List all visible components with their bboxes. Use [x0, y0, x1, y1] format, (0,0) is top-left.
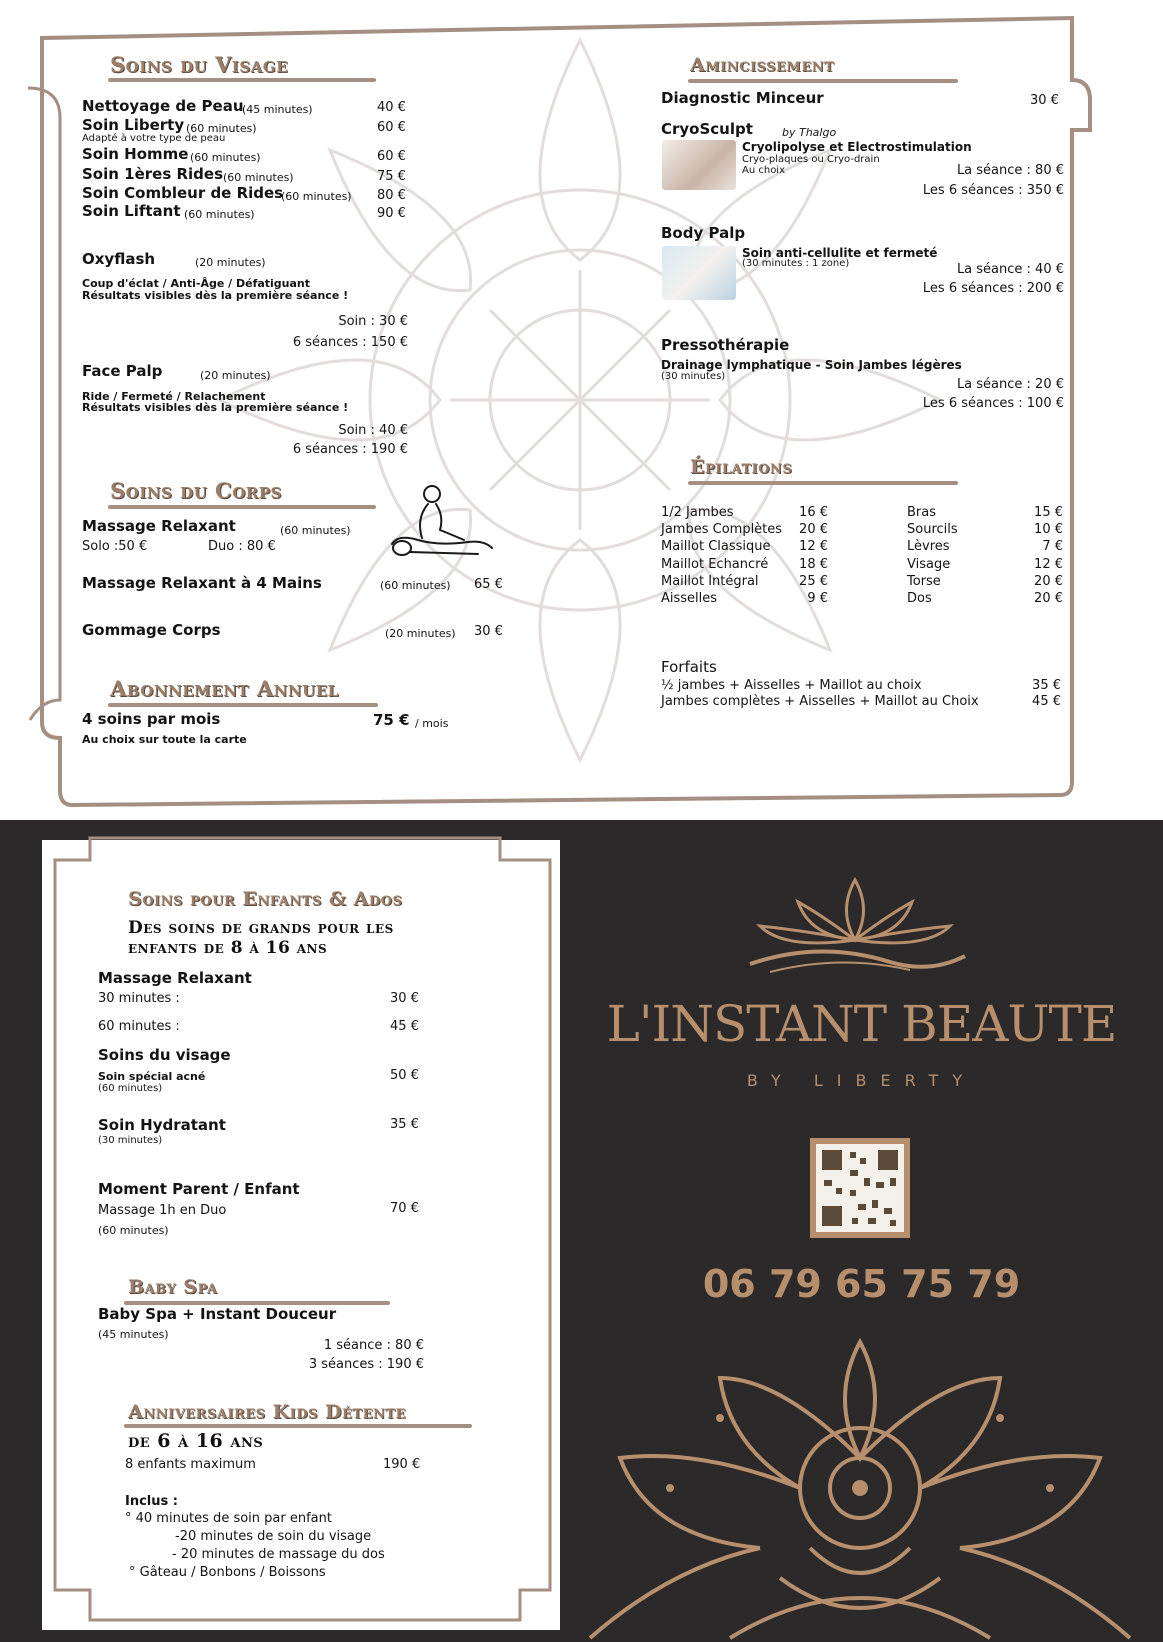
massage-solo: Solo :50 € [82, 539, 148, 554]
anniv-price: 190 € [383, 1457, 421, 1472]
kids-moment-price: 70 € [390, 1201, 419, 1216]
epil-price: 12 € [1034, 557, 1063, 572]
epil-price: 20 € [1034, 591, 1063, 606]
forfait-2: Jambes complètes + Aisselles + Maillot au Choix [661, 694, 979, 709]
cryo-price: La séance : 80 € [956, 163, 1064, 178]
item-dur: (60 minutes) [190, 151, 261, 164]
item-price: 60 € [377, 149, 406, 164]
facepalp-line2: Résultats visibles dès la première séance ! [82, 401, 349, 414]
kids-massage-60: 60 minutes : [98, 1019, 180, 1034]
epil-name: Dos [907, 591, 932, 606]
oxyflash-line1: Coup d'éclat / Anti-Âge / Défatiguant [82, 277, 311, 290]
bodypalp-price-6: Les 6 séances : 200 € [922, 281, 1064, 296]
anniv-title: Anniversaires Kids Détente [128, 1401, 406, 1423]
gommage-dur: (20 minutes) [385, 627, 456, 640]
epil-name: Aisselles [661, 591, 718, 606]
abonnement-note: Au choix sur toute la carte [82, 733, 247, 746]
enfants-title: Soins pour Enfants & Ados [128, 888, 403, 910]
epil-name: Visage [907, 557, 951, 572]
babyspa-price-1: 1 séance : 80 € [323, 1338, 424, 1353]
diag-price: 30 € [1030, 93, 1059, 108]
anniv-line1: ° 40 minutes de soin par enfant [125, 1511, 332, 1526]
item-price: 80 € [377, 188, 406, 203]
presso-line1: (30 minutes) [661, 371, 726, 382]
bodypalp-line1: (30 minutes : 1 zone) [742, 258, 850, 269]
item-price: 75 € [377, 169, 406, 184]
facepalp-name: Face Palp [82, 362, 163, 380]
anniv-line2: -20 minutes de soin du visage [175, 1529, 372, 1544]
corps-title: Soins du Corps [110, 478, 282, 503]
kids-hydra-name: Soin Hydratant [98, 1116, 226, 1134]
epil-price: 10 € [1034, 522, 1063, 537]
epil-price: 25 € [799, 574, 828, 589]
massage-duo: Duo : 80 € [208, 539, 276, 554]
brand-name: L'INSTANT BEAUTE [606, 995, 1117, 1053]
kids-hydra-dur: (30 minutes) [98, 1135, 163, 1146]
babyspa-title: Baby Spa [128, 1276, 218, 1298]
item-dur: (60 minutes) [281, 190, 352, 203]
epil-price: 20 € [1034, 574, 1063, 589]
forfait-1-price: 35 € [1032, 678, 1061, 693]
oxyflash-dur: (20 minutes) [195, 256, 266, 269]
kids-visage-sub: Soin spécial acné [98, 1070, 206, 1083]
qr-code-icon [810, 1138, 910, 1238]
epil-price: 18 € [799, 557, 828, 572]
anniv-max: 8 enfants maximum [125, 1457, 256, 1472]
bodypalp-name: Body Palp [661, 224, 746, 242]
item-dur: (45 minutes) [242, 103, 313, 116]
forfait-2-price: 45 € [1032, 694, 1061, 709]
epilations-rule [688, 481, 958, 485]
presso-price: La séance : 20 € [956, 377, 1064, 392]
kids-moment-name: Moment Parent / Enfant [98, 1180, 300, 1198]
abonnement-price: 75 € [373, 711, 410, 729]
anniv-inclus: Inclus : [125, 1494, 178, 1509]
facepalp-price-6: 6 séances : 190 € [292, 442, 408, 457]
forfaits-title: Forfaits [661, 658, 717, 676]
kids-hydra-price: 35 € [390, 1117, 419, 1132]
epil-name: 1/2 Jambes [661, 505, 734, 520]
epil-name: Jambes Complètes [661, 522, 783, 537]
bodypalp-price: La séance : 40 € [956, 262, 1064, 277]
brand-tagline: BY LIBERTY [746, 1071, 977, 1090]
massage-illustration [388, 482, 498, 566]
cryo-line2: Au choix [742, 165, 786, 176]
babyspa-name: Baby Spa + Instant Douceur [98, 1305, 337, 1323]
epilations-title: Épilations [690, 456, 793, 478]
forfait-1: ½ jambes + Aisselles + Maillot au choix [661, 678, 922, 693]
massage4-price: 65 € [474, 577, 503, 592]
oxyflash-name: Oxyflash [82, 250, 156, 268]
item-dur: (60 minutes) [186, 122, 257, 135]
cryo-by: by Thalgo [782, 126, 837, 139]
kids-moment-dur: (60 minutes) [98, 1224, 169, 1237]
gommage-price: 30 € [474, 624, 503, 639]
massage-name: Massage Relaxant [82, 517, 236, 535]
item-name: Soin Homme [82, 145, 189, 163]
epil-price: 15 € [1034, 505, 1063, 520]
anniv-line3: - 20 minutes de massage du dos [172, 1547, 385, 1562]
bodypalp-photo [662, 246, 736, 300]
enfants-sub2: enfants de 8 à 16 ans [128, 938, 328, 958]
item-price: 60 € [377, 120, 406, 135]
facepalp-line1: Ride / Fermeté / Relachement [82, 390, 266, 403]
anniv-line4: ° Gâteau / Bonbons / Boissons [129, 1565, 326, 1580]
phone-number: 06 79 65 75 79 [702, 1262, 1021, 1306]
babyspa-dur: (45 minutes) [98, 1328, 169, 1341]
item-dur: (60 minutes) [184, 208, 255, 221]
cryo-line1: Cryo-plaques ou Cryo-drain [742, 154, 880, 165]
abonnement-rule [108, 703, 378, 707]
item-name: Soin 1ères Rides [82, 165, 224, 183]
item-price: 90 € [377, 206, 406, 221]
massage-dur: (60 minutes) [280, 524, 351, 537]
epil-name: Lèvres [907, 539, 950, 554]
epil-name: Maillot Classique [661, 539, 771, 554]
oxyflash-line2: Résultats visibles dès la première séance ! [82, 289, 349, 302]
kids-massage-30: 30 minutes : [98, 991, 180, 1006]
presso-price-6: Les 6 séances : 100 € [922, 396, 1064, 411]
presso-name: Pressothérapie [661, 336, 790, 354]
kids-visage-price: 50 € [390, 1068, 419, 1083]
amincissement-rule [688, 79, 958, 83]
gommage-name: Gommage Corps [82, 621, 221, 639]
epil-price: 20 € [799, 522, 828, 537]
massage4-dur: (60 minutes) [380, 579, 451, 592]
abonnement-unit: / mois [415, 717, 449, 730]
epil-name: Bras [907, 505, 937, 520]
abonnement-name: 4 soins par mois [82, 710, 221, 728]
presso-sub: Drainage lymphatique - Soin Jambes légères [661, 358, 962, 372]
epil-name: Sourcils [907, 522, 958, 537]
item-name: Nettoyage de Peau [82, 97, 244, 115]
epil-price: 9 € [807, 591, 828, 606]
item-note: Adapté à votre type de peau [82, 133, 226, 144]
cryo-price-6: Les 6 séances : 350 € [922, 183, 1064, 198]
corps-rule [108, 505, 376, 509]
epil-price: 16 € [799, 505, 828, 520]
lotus-logo-icon [740, 874, 970, 984]
mandala-decoration [580, 1338, 1140, 1642]
epil-name: Torse [907, 574, 941, 589]
bodypalp-sub: Soin anti-cellulite et fermeté [742, 246, 938, 260]
item-price: 40 € [377, 100, 406, 115]
amincissement-title: Amincissement [690, 54, 835, 76]
kids-massage-60-price: 45 € [390, 1019, 419, 1034]
oxyflash-price-6: 6 séances : 150 € [292, 335, 408, 350]
kids-massage-name: Massage Relaxant [98, 969, 252, 987]
item-name: Soin Combleur de Rides [82, 184, 284, 202]
abonnement-title: Abonnement Annuel [110, 676, 339, 701]
epil-price: 12 € [799, 539, 828, 554]
item-dur: (60 minutes) [223, 171, 294, 184]
visage-rule [108, 78, 376, 82]
massage4-name: Massage Relaxant à 4 Mains [82, 574, 322, 592]
facepalp-dur: (20 minutes) [200, 369, 271, 382]
item-name: Soin Liftant [82, 202, 181, 220]
kids-moment-sub: Massage 1h en Duo [98, 1203, 227, 1218]
enfants-sub1: Des soins de grands pour les [128, 918, 394, 938]
cryo-name: CryoSculpt [661, 120, 753, 138]
facepalp-price: Soin : 40 € [338, 423, 408, 438]
oxyflash-price: Soin : 30 € [338, 314, 408, 329]
kids-visage-dur: (60 minutes) [98, 1083, 163, 1094]
cryo-photo [662, 140, 736, 190]
epil-price: 7 € [1042, 539, 1063, 554]
cryo-sub: Cryolipolyse et Electrostimulation [742, 140, 972, 154]
diag-name: Diagnostic Minceur [661, 89, 824, 107]
anniv-rule [124, 1424, 472, 1428]
kids-visage-name: Soins du visage [98, 1046, 231, 1064]
babyspa-price-3: 3 séances : 190 € [308, 1357, 424, 1372]
kids-massage-30-price: 30 € [390, 991, 419, 1006]
epil-name: Maillot Intégral [661, 574, 759, 589]
visage-title: Soins du Visage [110, 52, 289, 77]
epil-name: Maillot Echancré [661, 557, 769, 572]
item-name: Soin Liberty [82, 116, 185, 134]
anniv-sub: de 6 à 16 ans [128, 1430, 264, 1452]
